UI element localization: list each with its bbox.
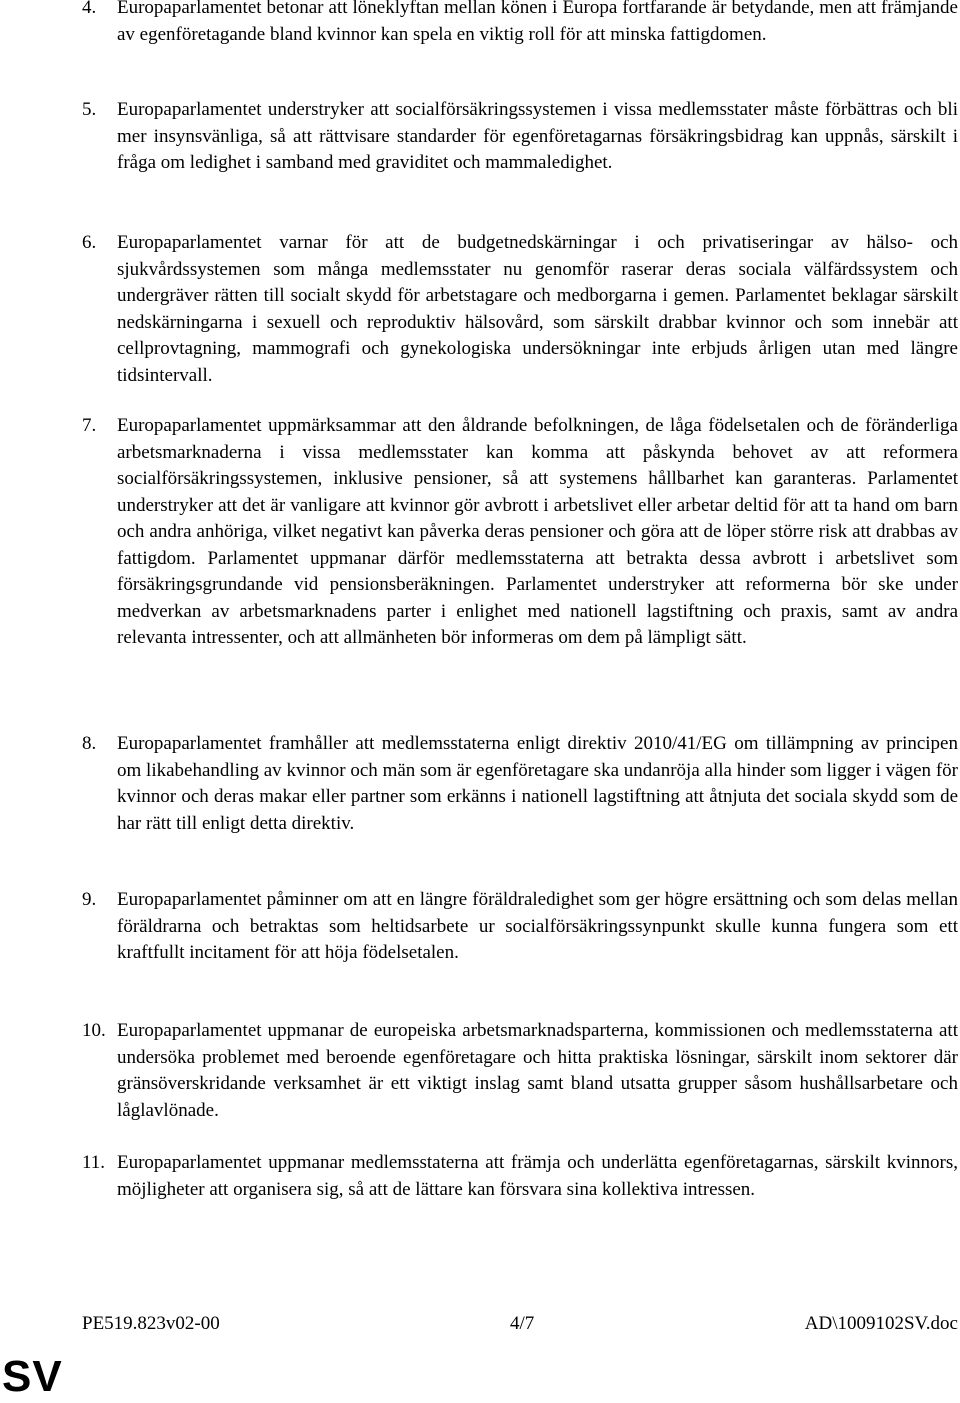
paragraph-9	[82, 887, 958, 967]
paragraph-text: Europaparlamentet framhåller att medlemsstaterna enligt direktiv 2010/41/EG om tillämpning av principen om likabehandling av kvinnor och män som är egenföretagare ska undanröja alla hinder som ligger i vägen för kvinnor och deras makar eller partner som erkänns i nationell lagstiftning att åtnjuta det sociala skydd som de har rätt till enligt detta direktiv.	[117, 733, 958, 834]
language-code: SV	[2, 1352, 63, 1401]
paragraph-number: 11.	[82, 1152, 106, 1173]
paragraph-number: 7.	[82, 415, 97, 436]
paragraph-11	[82, 1150, 958, 1203]
paragraph-number: 4.	[82, 0, 97, 18]
paragraph-text: Europaparlamentet uppmanar medlemsstaterna att främja och underlätta egenföretagarnas, särskilt kvinnors, möjligheter att organisera sig, så att de lättare kan försvara sina kollektiva intressen.	[117, 1152, 958, 1200]
paragraph-text: Europaparlamentet uppmärksammar att den åldrande befolkningen, de låga födelsetalen och de föränderliga arbetsmarknaderna i vissa medlemsstater kan komma att påskynda behovet av att reformera socialförsäkringssystemen, inklusive pensioner, så att systemens hållbarhet kan garanteras. Parlamentet understryker att det är vanligare att kvinnor gör avbrott i arbetslivet eller arbetar deltid för att ta hand om barn och andra anhöriga, vilket negativt kan påverka deras pensioner och göra att de löper större risk att drabbas av fattigdom. Parlamentet uppmanar därför medlemsstaterna att betrakta dessa avbrott i arbetslivet som försäkringsgrundande vid pensionsberäkningen. Parlamentet understryker att reformerna bör ske under medverkan av arbetsmarknadens parter i enlighet med nationell lagstiftning och praxis, samt av andra relevanta intressenter, och att allmänheten bör informeras om dem på lämpligt sätt.	[117, 415, 958, 648]
paragraph-number: 10.	[82, 1020, 106, 1041]
paragraph-text: Europaparlamentet understryker att socialförsäkringssystemen i vissa medlemsstater måste förbättras och bli mer insynsvänliga, så att rättvisare standarder för egenföretagarnas försäkringsbidrag kan uppnås, särskilt i fråga om ledighet i samband med graviditet och mammaledighet.	[117, 99, 958, 173]
paragraph-6	[82, 230, 958, 389]
footer-document-reference: PE519.823v02-00	[82, 1313, 220, 1334]
paragraph-8	[82, 731, 958, 837]
footer-file-name: AD\1009102SV.doc	[804, 1313, 958, 1334]
paragraph-4	[82, 0, 958, 48]
footer-page-number: 4/7	[510, 1313, 535, 1334]
paragraph-text: Europaparlamentet påminner om att en längre föräldraledighet som ger högre ersättning och som delas mellan föräldrarna och betraktas som heltidsarbete ur socialförsäkringssynpunkt skulle kunna fungera som ett kraftfullt incitament för att höja födelsetalen.	[117, 889, 958, 963]
paragraph-7	[82, 413, 958, 652]
paragraph-number: 6.	[82, 232, 97, 253]
paragraph-number: 5.	[82, 99, 97, 120]
paragraph-text: Europaparlamentet betonar att löneklyftan mellan könen i Europa fortfarande är betydande, men att främjande av egenföretagande bland kvinnor kan spela en viktig roll för att minska fattigdomen.	[117, 0, 958, 45]
paragraph-10	[82, 1018, 958, 1124]
paragraph-text: Europaparlamentet uppmanar de europeiska arbetsmarknadsparterna, kommissionen och medlemsstaterna att undersöka problemet med beroende egenföretagare och hitta praktiska lösningar, särskilt inom sektorer där gränsöverskridande verksamhet är ett viktigt inslag samt bland utsatta grupper såsom hushållsarbetare och låglavlönade.	[117, 1020, 958, 1121]
paragraph-number: 9.	[82, 889, 97, 910]
paragraph-number: 8.	[82, 733, 97, 754]
paragraph-text: Europaparlamentet varnar för att de budgetnedskärningar i och privatiseringar av hälso- och sjukvårdssystemen som många medlemsstater nu genomför raserar deras sociala välfärdssystem och undergräver rätten till socialt skydd för arbetstagare och medborgarna i gemen. Parlamentet beklagar särskilt nedskärningarna i sexuell och reproduktiv hälsovård, som särskilt drabbar kvinnor och som innebär att cellprovtagning, mammografi och gynekologiska undersökningar inte erbjuds årligen utan med längre tidsintervall.	[117, 232, 958, 386]
paragraph-5	[82, 97, 958, 177]
